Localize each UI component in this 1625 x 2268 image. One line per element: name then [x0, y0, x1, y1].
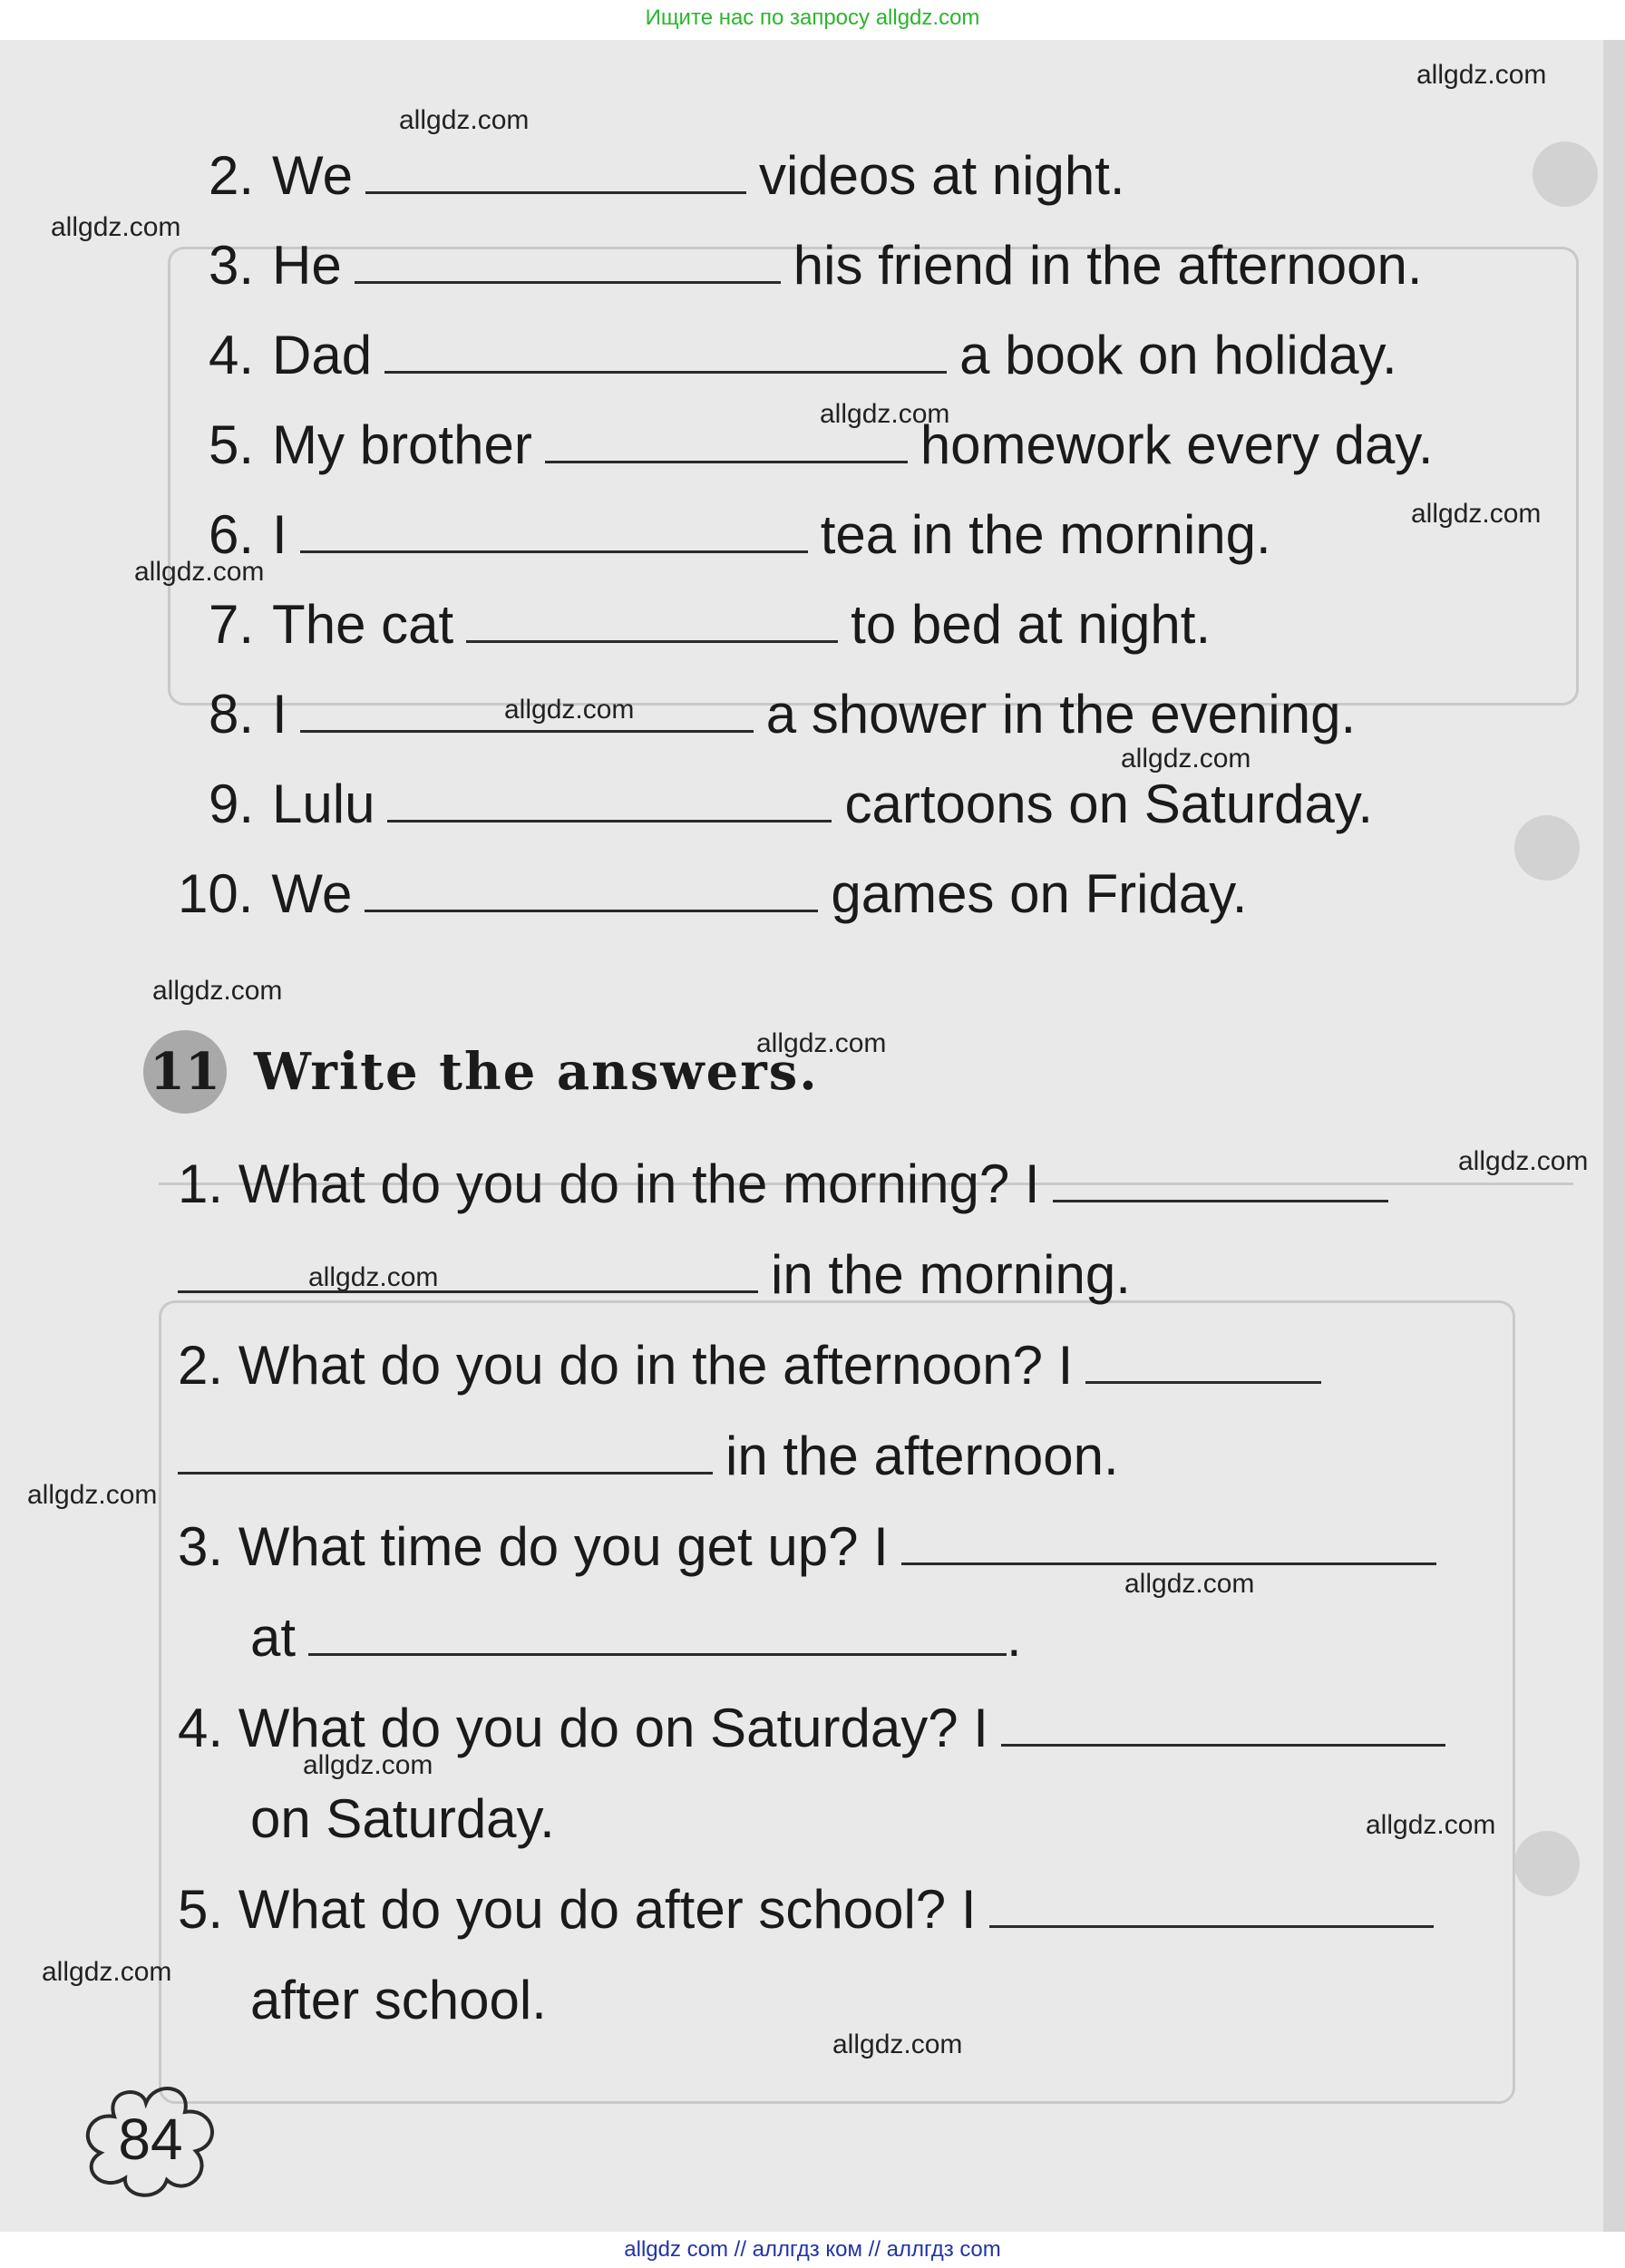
item-number: 6. — [209, 504, 255, 565]
answer-blank[interactable] — [466, 595, 838, 643]
item-text-before: He — [272, 235, 342, 296]
watermark[interactable]: allgdz.com — [1121, 744, 1251, 774]
page-edge-shadow — [1603, 40, 1625, 2232]
watermark[interactable]: allgdz.com — [1411, 499, 1542, 529]
watermark[interactable]: allgdz.com — [1458, 1146, 1589, 1176]
question-text: 2. What do you do in the afternoon? I — [178, 1335, 1074, 1396]
exercise-number-badge: 11 — [143, 1030, 227, 1114]
answer-blank[interactable] — [300, 505, 808, 553]
item-text-after: videos at night. — [758, 145, 1125, 206]
question-tail: . — [1007, 1607, 1022, 1668]
site-top-banner[interactable]: Ищите нас по запросу allgdz.com — [0, 0, 1625, 40]
exercise10-item-8 — [209, 682, 1356, 747]
item-text-before: I — [272, 504, 287, 565]
watermark[interactable]: allgdz.com — [27, 1480, 158, 1510]
item-number: 5. — [209, 414, 255, 475]
watermark[interactable]: allgdz.com — [832, 2030, 963, 2059]
exercise-title: Write the answers. — [254, 1042, 819, 1102]
exercise10-item-4 — [209, 323, 1397, 388]
item-text-after: a shower in the evening. — [765, 684, 1357, 745]
ghost-badge — [1514, 815, 1580, 881]
question-2-continuation — [178, 1424, 1119, 1489]
question-2 — [178, 1333, 1334, 1398]
question-5-continuation — [250, 1968, 547, 2033]
item-text-before: The cat — [272, 594, 454, 655]
watermark[interactable]: allgdz.com — [756, 1028, 887, 1058]
answer-blank[interactable] — [387, 774, 832, 823]
question-tail: in the afternoon. — [725, 1426, 1119, 1486]
page-number: 84 — [118, 2107, 183, 2172]
site-footer-banner[interactable]: allgdz com // аллгдз ком // аллгдз com — [0, 2232, 1625, 2268]
question-text: 1. What do you do in the morning? I — [178, 1153, 1040, 1214]
item-number: 4. — [209, 325, 255, 385]
item-number: 9. — [209, 774, 255, 834]
ghost-badge — [1533, 141, 1598, 207]
watermark[interactable]: allgdz.com — [134, 557, 265, 587]
answer-blank[interactable] — [901, 1517, 1436, 1565]
question-tail: in the morning. — [771, 1244, 1131, 1305]
watermark[interactable]: allgdz.com — [51, 212, 181, 242]
ghost-badge — [1514, 1831, 1580, 1896]
answer-blank[interactable] — [355, 236, 781, 284]
question-text: 3. What time do you get up? I — [178, 1516, 889, 1577]
question-text: 4. What do you do on Saturday? I — [178, 1698, 988, 1758]
question-3 — [178, 1514, 1449, 1580]
watermark[interactable]: allgdz.com — [308, 1262, 439, 1292]
answer-blank[interactable] — [365, 864, 818, 912]
item-number: 8. — [209, 684, 255, 745]
item-text-after: to bed at night. — [851, 594, 1211, 655]
watermark[interactable]: allgdz.com — [303, 1750, 433, 1780]
question-text: 5. What do you do after school? I — [178, 1879, 977, 1940]
answer-blank[interactable] — [178, 1426, 713, 1475]
item-text-before: My brother — [272, 414, 532, 475]
watermark[interactable]: allgdz.com — [1416, 60, 1547, 90]
item-text-before: I — [272, 684, 287, 745]
item-text-after: a book on holiday. — [959, 325, 1397, 385]
watermark[interactable]: allgdz.com — [504, 695, 635, 725]
question-3-continuation — [250, 1605, 1022, 1670]
answer-blank[interactable] — [989, 1880, 1434, 1928]
item-text-after: games on Friday. — [831, 863, 1248, 924]
item-number: 10. — [178, 863, 254, 924]
exercise10-item-9 — [209, 772, 1373, 837]
item-text-after: his friend in the afternoon. — [793, 235, 1423, 296]
item-text-before: We — [271, 863, 353, 924]
exercise10-item-10 — [178, 861, 1247, 927]
watermark[interactable]: allgdz.com — [152, 976, 283, 1006]
watermark[interactable]: allgdz.com — [399, 105, 530, 135]
question-tail: on Saturday. — [250, 1788, 555, 1849]
item-text-after: tea in the morning. — [820, 504, 1271, 565]
watermark[interactable]: allgdz.com — [1366, 1810, 1496, 1840]
exercise10-item-6 — [209, 502, 1271, 568]
item-number: 7. — [209, 594, 255, 655]
exercise10-item-2 — [209, 143, 1125, 209]
item-text-before: We — [272, 145, 353, 206]
question-1 — [178, 1152, 1401, 1217]
item-number: 3. — [209, 235, 255, 296]
answer-blank[interactable] — [1085, 1336, 1321, 1384]
item-number: 2. — [209, 145, 255, 206]
question-tail: after school. — [250, 1970, 547, 2030]
answer-blank[interactable] — [308, 1608, 1007, 1656]
question-4-continuation — [250, 1786, 555, 1852]
exercise10-item-7 — [209, 592, 1211, 657]
workbook-page — [0, 40, 1625, 2232]
question-prefix: at — [250, 1607, 297, 1668]
answer-blank[interactable] — [178, 1245, 758, 1293]
watermark[interactable]: allgdz.com — [42, 1957, 172, 1987]
answer-blank[interactable] — [384, 326, 947, 374]
watermark[interactable]: allgdz.com — [820, 399, 950, 429]
answer-blank[interactable] — [1001, 1699, 1445, 1747]
exercise10-item-3 — [209, 233, 1423, 298]
item-text-before: Lulu — [272, 774, 375, 834]
item-text-after: homework every day. — [920, 414, 1434, 475]
item-text-after: cartoons on Saturday. — [844, 774, 1374, 834]
answer-blank[interactable] — [365, 146, 746, 194]
answer-blank[interactable] — [1053, 1154, 1388, 1202]
watermark[interactable]: allgdz.com — [1124, 1569, 1255, 1599]
question-5 — [178, 1877, 1446, 1942]
item-text-before: Dad — [272, 325, 373, 385]
